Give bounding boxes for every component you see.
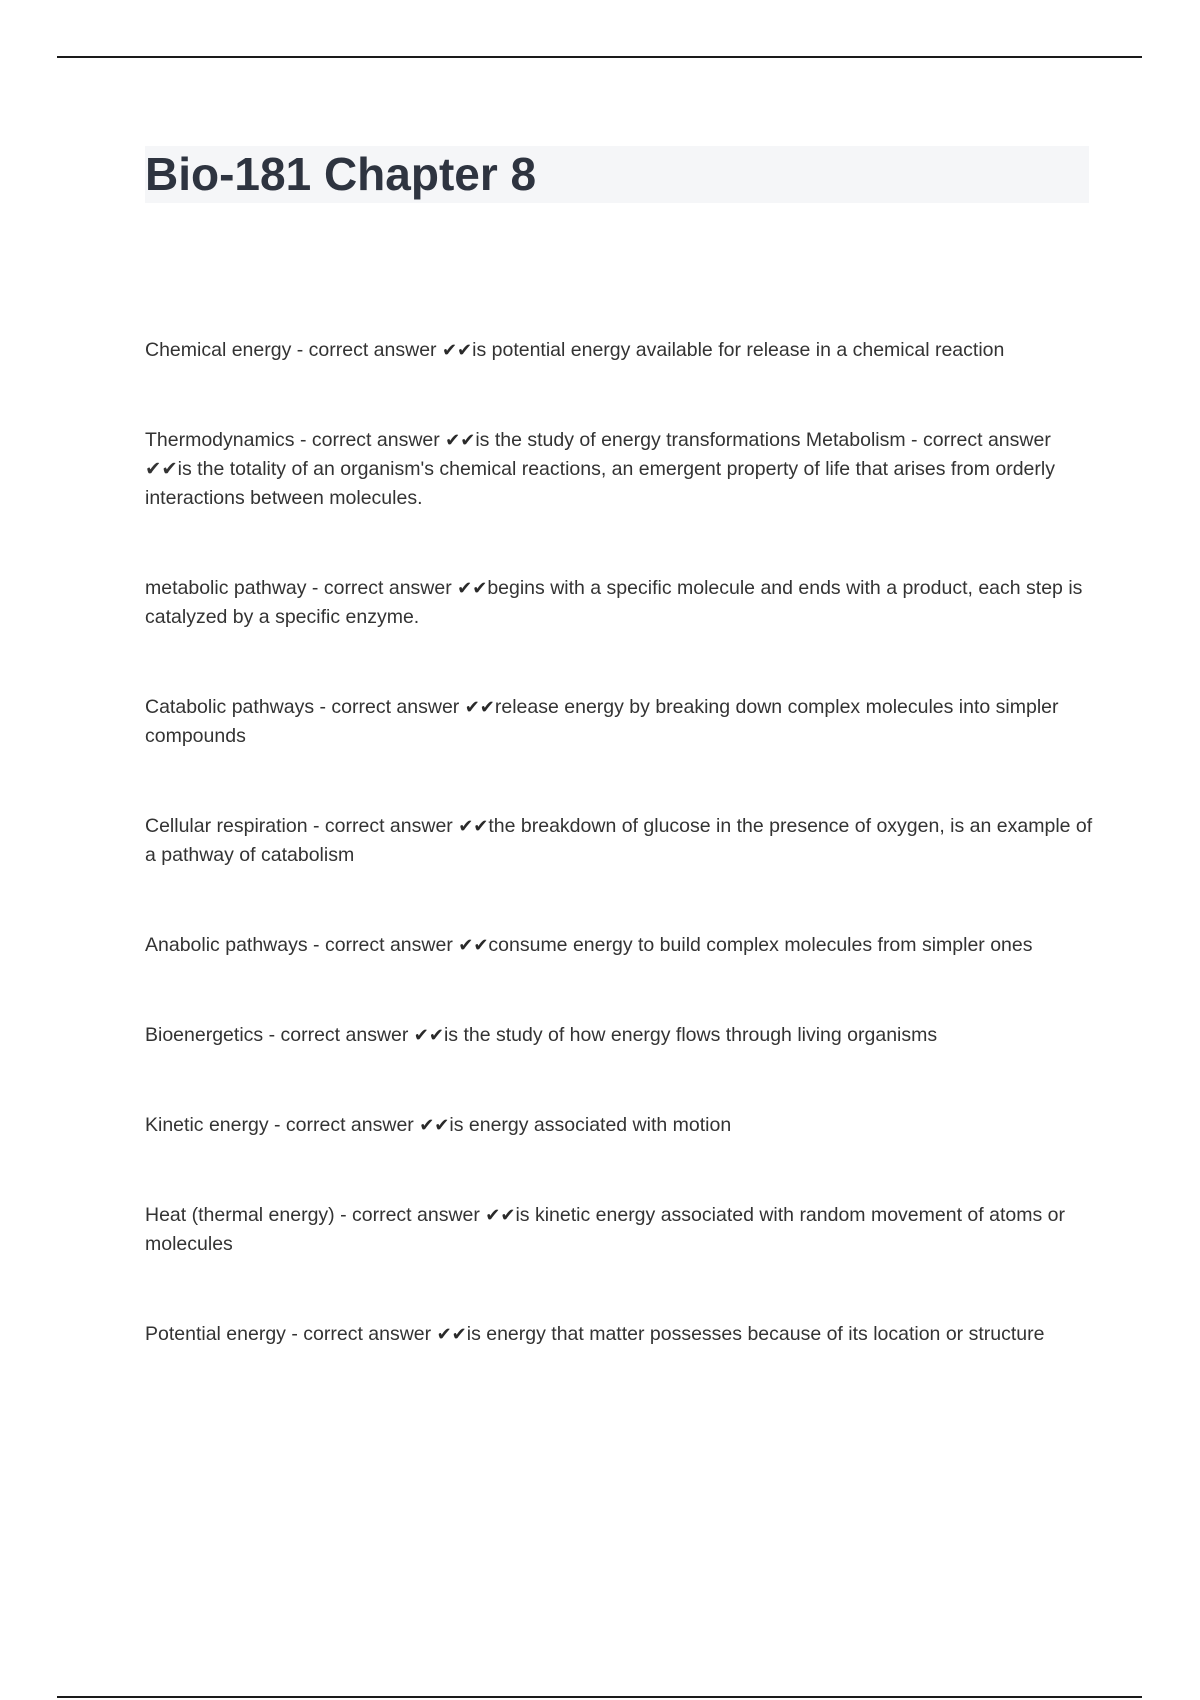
check-marks-icon: ✔✔ — [458, 935, 489, 956]
entry-term: Chemical energy — [145, 339, 292, 361]
entry-separator: - correct answer — [294, 429, 446, 451]
entry-definition: is energy that matter possesses because of its location or structure — [466, 1323, 1045, 1345]
entry-term: Kinetic energy — [145, 1114, 269, 1136]
check-marks-icon: ✔✔ — [457, 578, 488, 599]
flashcard-entry — [145, 1111, 1095, 1140]
entry-separator: - correct answer — [268, 1114, 420, 1136]
entry-definition: is kinetic energy associated with random movement of atoms or molecules — [145, 1204, 1065, 1255]
top-rule — [57, 56, 1142, 58]
entry-separator: - correct answer — [334, 1204, 486, 1226]
entry-definition: begins with a specific molecule and ends with a product, each step is catalyzed by a specific enzyme. — [145, 577, 1083, 628]
entry-separator: - correct answer — [307, 934, 459, 956]
entry-term: Catabolic pathways — [145, 696, 315, 718]
flashcard-entry — [145, 574, 1095, 632]
entry-term: Bioenergetics — [145, 1024, 264, 1046]
entry-term: metabolic pathway — [145, 577, 307, 599]
check-marks-icon: ✔✔ — [419, 1115, 450, 1136]
entry-separator: - correct answer — [291, 339, 442, 361]
check-marks-icon: ✔✔ — [458, 816, 489, 837]
check-marks-icon: ✔✔ — [445, 430, 476, 451]
flashcard-list — [145, 336, 1095, 1410]
entry-term: Heat (thermal energy) — [145, 1204, 335, 1226]
page-title: Bio-181 Chapter 8 — [145, 148, 537, 200]
entry-term: Cellular respiration — [145, 815, 308, 837]
entry-definition: is the study of how energy flows through living organisms — [443, 1024, 938, 1046]
entry-separator: - correct answer — [285, 1323, 437, 1345]
check-marks-icon: ✔✔ — [441, 340, 473, 361]
flashcard-entry — [145, 426, 1095, 513]
entry-separator: - correct answer — [307, 815, 459, 837]
check-marks-icon: ✔✔ — [485, 1205, 516, 1226]
entry-definition: is potential energy available for release in a chemical reaction — [472, 339, 1005, 361]
check-marks-icon: ✔✔ — [464, 697, 495, 718]
flashcard-entry — [145, 693, 1095, 751]
flashcard-entry — [145, 1201, 1095, 1259]
entry-definition: the breakdown of glucose in the presence of oxygen, is an example of a pathway of catabolism — [145, 815, 1093, 866]
entry-definition: is the study of energy transformations Metabolism - correct answer ✔✔is the totality of an organism's chemical reactions, an emergent property of life that arises from orderly interactions between molecules. — [145, 429, 1055, 509]
entry-term: Anabolic pathways — [145, 934, 308, 956]
title-block — [145, 146, 1089, 203]
check-marks-icon: ✔✔ — [436, 1324, 467, 1345]
flashcard-entry — [145, 812, 1095, 870]
flashcard-entry — [145, 1021, 1095, 1050]
entry-separator: - correct answer — [314, 696, 465, 718]
entry-term: Thermodynamics — [145, 429, 295, 451]
flashcard-entry — [145, 931, 1095, 960]
entry-separator: - correct answer — [263, 1024, 414, 1046]
flashcard-entry — [145, 336, 1095, 365]
entry-separator: - correct answer — [306, 577, 458, 599]
entry-definition: consume energy to build complex molecules from simpler ones — [488, 934, 1033, 956]
flashcard-entry — [145, 1320, 1095, 1349]
entry-definition: is energy associated with motion — [449, 1114, 732, 1136]
entry-term: Potential energy — [145, 1323, 286, 1345]
entry-definition: release energy by breaking down complex molecules into simpler compounds — [145, 696, 1059, 747]
check-marks-icon: ✔✔ — [413, 1025, 444, 1046]
bottom-rule — [57, 1696, 1142, 1698]
